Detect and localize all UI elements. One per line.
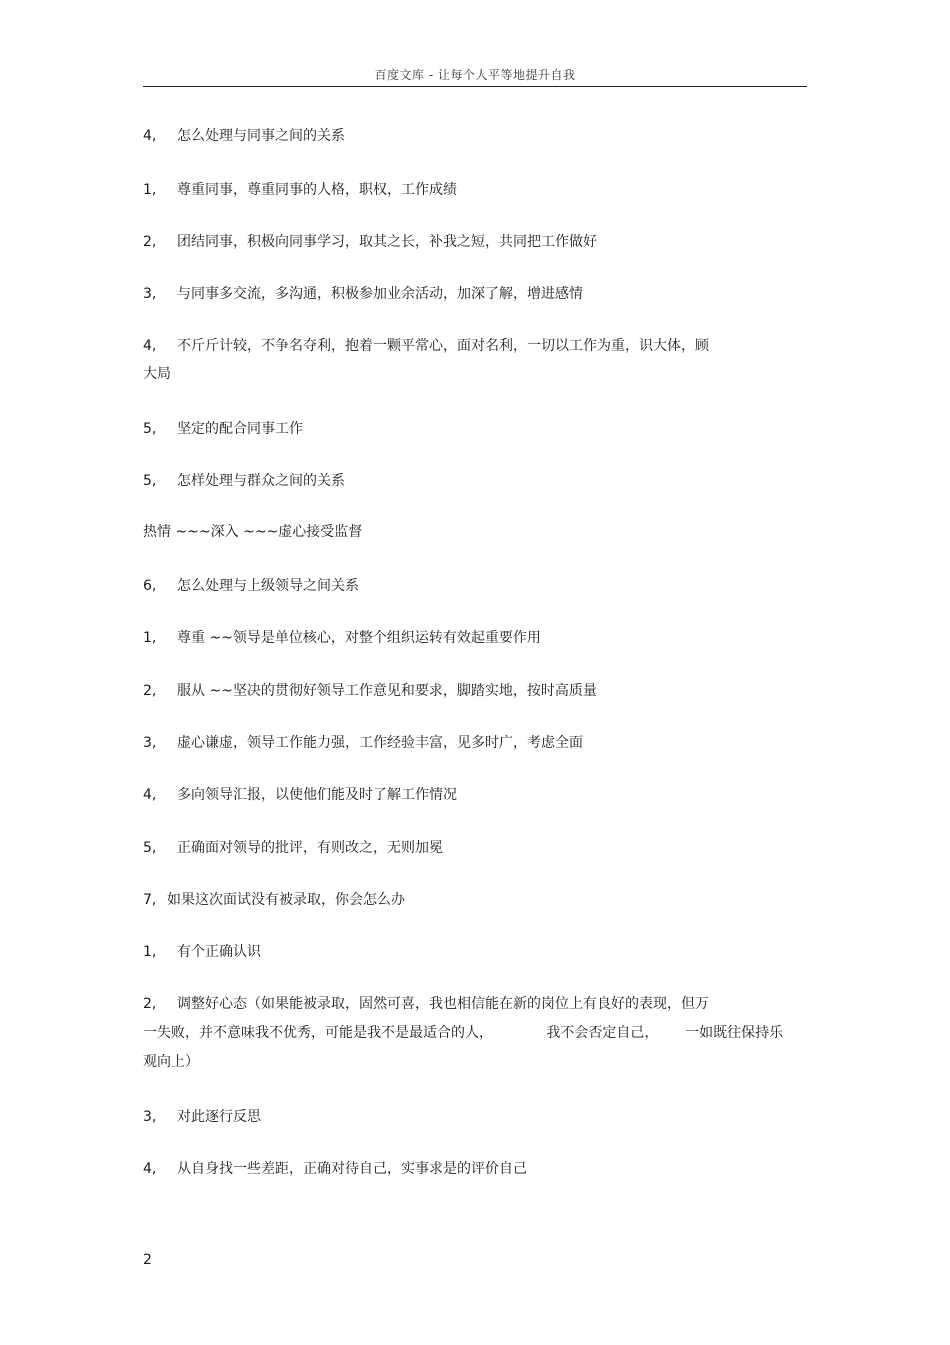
line-number: 4, (143, 1161, 157, 1177)
line-text: 坚定的配合同事工作 (177, 421, 303, 437)
line-number: 3, (143, 1109, 157, 1125)
text-line (143, 1160, 527, 1178)
line-text: 观向上） (143, 1054, 199, 1070)
text-line (143, 995, 709, 1013)
text-line-continuation (143, 365, 171, 383)
text-line (143, 523, 362, 541)
line-number: 2, (143, 683, 157, 699)
text-line (143, 181, 457, 199)
line-number: 2, (143, 996, 157, 1012)
text-line (143, 943, 261, 961)
line-number: 3, (143, 735, 157, 751)
text-line (143, 285, 583, 303)
line-text: 一失败，并不意味我不优秀，可能是我不是最适合的人， 我不会否定自己， 一如既往保持乐 (143, 1025, 784, 1041)
line-text: 对此逐行反思 (177, 1109, 261, 1125)
text-line (143, 734, 583, 752)
line-text: 多向领导汇报，以使他们能及时了解工作情况 (177, 787, 457, 803)
line-number: 1, (143, 182, 157, 198)
line-number: 5, (143, 840, 157, 856)
text-line (143, 839, 443, 857)
line-text: 调整好心态（如果能被录取，固然可喜，我也相信能在新的岗位上有良好的表现，但万 (177, 996, 709, 1012)
text-line (143, 629, 541, 647)
line-text: 大局 (143, 366, 171, 382)
line-number: 5, (143, 421, 157, 437)
text-line (143, 786, 457, 804)
text-line (143, 682, 597, 700)
text-line (143, 420, 303, 438)
line-number: 6, (143, 578, 157, 594)
line-text: 怎么处理与上级领导之间关系 (177, 578, 359, 594)
line-text: 怎样处理与群众之间的关系 (177, 473, 345, 489)
line-text: 尊重 ~~领导是单位核心，对整个组织运转有效起重要作用 (177, 630, 541, 646)
text-line (143, 337, 709, 355)
text-line (143, 127, 345, 145)
text-line (143, 891, 405, 909)
text-line (143, 233, 597, 251)
line-text: 有个正确认识 (177, 944, 261, 960)
line-number: 1, (143, 944, 157, 960)
line-text: 不斤斤计较，不争名夺利，抱着一颗平常心，面对名利，一切以工作为重，识大体，顾 (177, 338, 709, 354)
line-text: 怎么处理与同事之间的关系 (177, 128, 345, 144)
line-text: 从自身找一些差距，正确对待自己，实事求是的评价自己 (177, 1161, 527, 1177)
line-text: 团结同事，积极向同事学习，取其之长，补我之短，共同把工作做好 (177, 234, 597, 250)
text-line (143, 577, 359, 595)
text-line-continuation (143, 1024, 783, 1042)
line-number: 4, (143, 128, 157, 144)
line-number: 7, (143, 892, 157, 908)
page-number: 2 (143, 1252, 152, 1268)
line-text: 虚心谦虚，领导工作能力强，工作经验丰富，见多时广，考虑全面 (177, 735, 583, 751)
line-number: 4, (143, 787, 157, 803)
line-text: 正确面对领导的批评，有则改之，无则加冕 (177, 840, 443, 856)
line-number: 1, (143, 630, 157, 646)
line-number: 3, (143, 286, 157, 302)
line-number: 5, (143, 473, 157, 489)
line-number: 2, (143, 234, 157, 250)
line-text: 如果这次面试没有被录取，你会怎么办 (167, 892, 405, 908)
header-divider (143, 86, 807, 87)
page-header: 百度文库 - 让每个人平等地提升自我 (374, 68, 576, 82)
text-line-continuation (143, 1053, 199, 1071)
line-text: 热情 ~~~深入 ~~~虚心接受监督 (143, 524, 363, 540)
line-text: 尊重同事，尊重同事的人格，职权，工作成绩 (177, 182, 457, 198)
line-text: 服从 ~~坚决的贯彻好领导工作意见和要求，脚踏实地，按时高质量 (177, 683, 597, 699)
text-line (143, 472, 345, 490)
line-text: 与同事多交流，多沟通，积极参加业余活动，加深了解，增进感情 (177, 286, 583, 302)
text-line (143, 1108, 261, 1126)
line-number: 4, (143, 338, 157, 354)
